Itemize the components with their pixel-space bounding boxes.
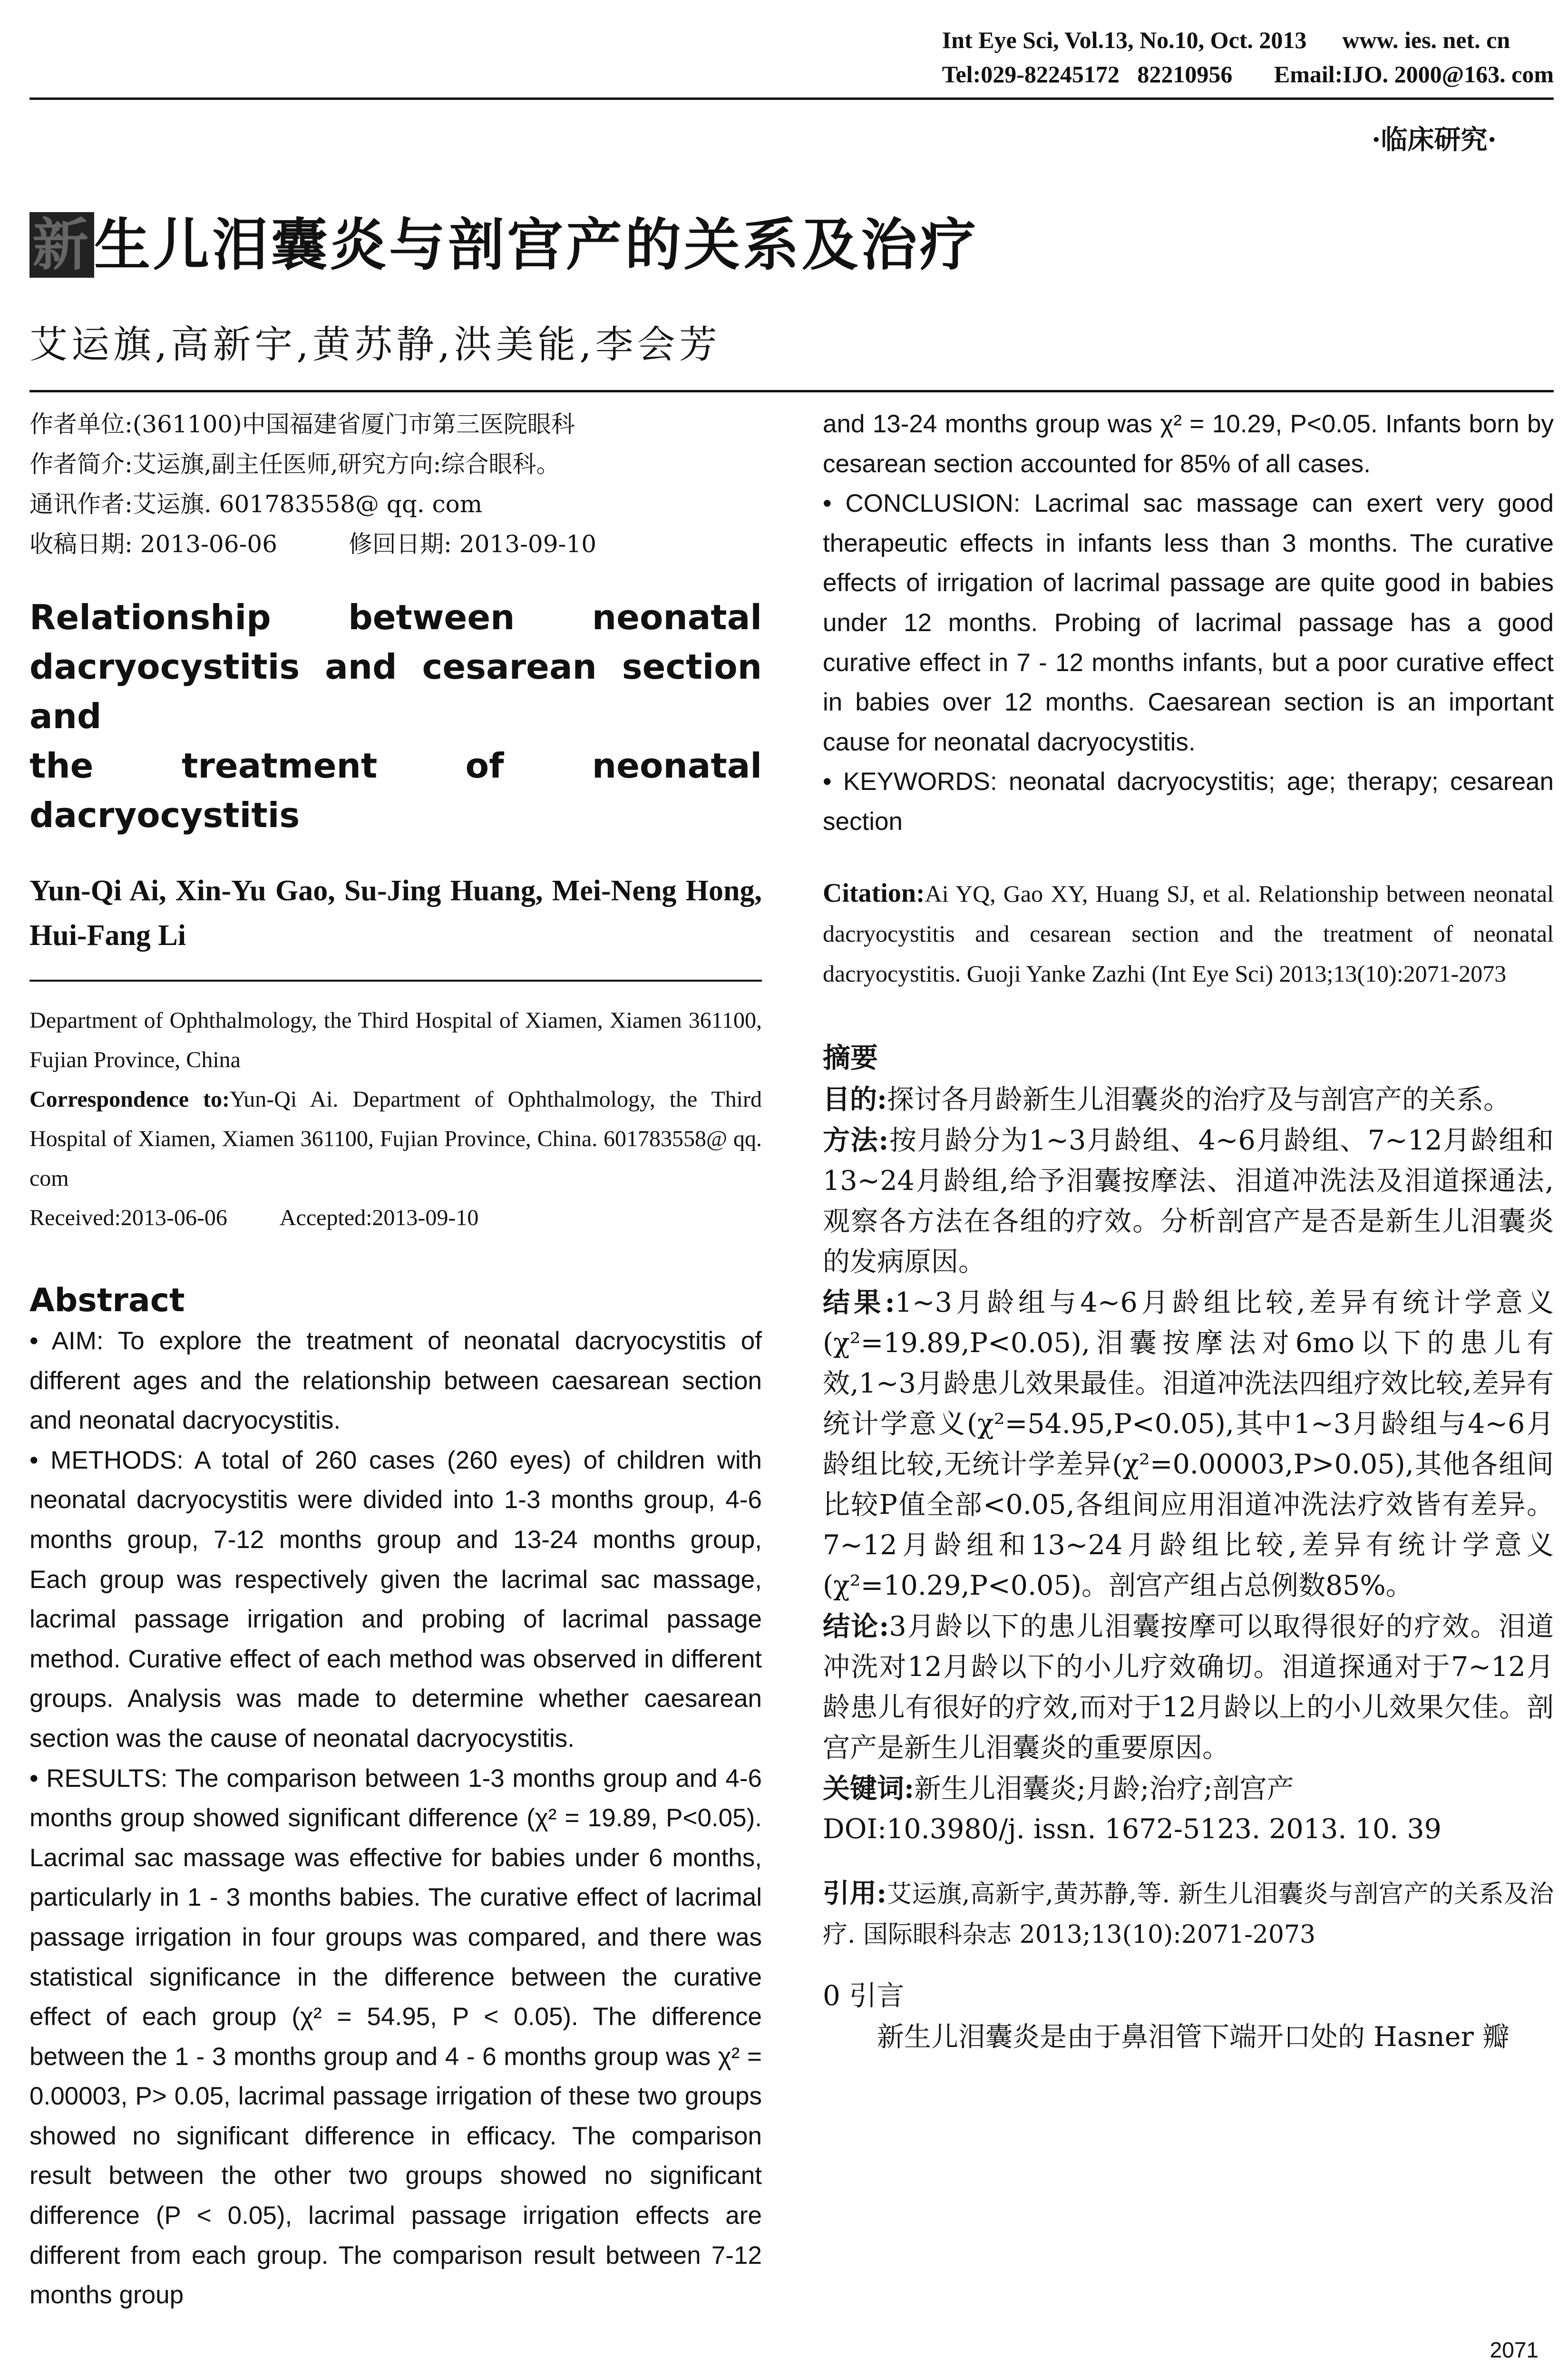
authors-en: Yun-Qi Ai, Xin-Yu Gao, Su-Jing Huang, Mei-Neng Hong, Hui-Fang Li bbox=[29, 875, 762, 952]
corresponding-author: 通讯作者:艾运旗. 601783558@ qq. com bbox=[29, 490, 483, 518]
received-date: Received:2013-06-06 bbox=[29, 1205, 227, 1230]
dates-cn bbox=[29, 524, 762, 564]
revised-date-cn: 修回日期: 2013-09-10 bbox=[349, 530, 597, 558]
meta-cn bbox=[29, 404, 762, 564]
title-rule bbox=[29, 390, 1554, 392]
left-column bbox=[29, 404, 762, 2315]
right-column bbox=[823, 404, 1554, 2057]
abstract-aim: • AIM: To explore the treatment of neonatal dacryocystitis of different ages and the relationship between caesarean section and neonatal dacryocystitis. bbox=[29, 1327, 762, 1435]
citation-text: Ai YQ, Gao XY, Huang SJ, et al. Relationship between neonatal dacryocystitis and cesarean section and the treatment of neonatal dacryocystitis. Guoji Yanke Zazhi (Int Eye Sci) 2013;13(10):2071-2073 bbox=[823, 880, 1554, 987]
abstract-cn-conclusion bbox=[823, 1606, 1554, 1768]
intro-text: 新生儿泪囊炎是由于鼻泪管下端开口处的 Hasner 瓣 bbox=[877, 2021, 1510, 2053]
keywords-cn-label: 关键词: bbox=[823, 1772, 915, 1804]
abstract-results-continued: and 13-24 months group was χ² = 10.29, P<0.05. Infants born by cesarean section accounted for 85% of all cases. bbox=[823, 410, 1554, 478]
department: Department of Ophthalmology, the Third Hospital of Xiamen, Xiamen 361100, Fujian Province, China bbox=[29, 1008, 762, 1072]
methods-cn-text: 按月龄分为1~3月龄组、4~6月龄组、7~12月龄组和13~24月龄组,给予泪囊按摩法、泪道冲洗法及泪道探通法,观察各方法在各组的疗效。分析剖宫产是否是新生儿泪囊炎的发病原因。 bbox=[823, 1124, 1554, 1277]
authors-cn: 艾运旗,高新宇,黄苏静,洪美能,李会芳 bbox=[29, 322, 721, 367]
page-number: 2071 bbox=[1490, 2338, 1539, 2362]
journal-info: Int Eye Sci, Vol.13, No.10, Oct. 2013 www. ies. net. cn bbox=[942, 27, 1510, 53]
citation-en bbox=[823, 873, 1554, 994]
results-cn-text: 1~3月龄组与4~6月龄组比较,差异有统计学意义(χ²=19.89,P<0.05),泪囊按摩法对6mo以下的患儿有效,1~3月龄患儿效果最佳。泪道冲洗法四组疗效比较,差异有统计学意义(χ²=54.95,P<0.05),其中1~3月龄组与4~6月龄组比较,无统计学差异(χ²=0.00003,P>0.05),其他各组间比较P值全部<0.05,各组间应用泪道冲洗法疗效皆有差异。7~12月龄组和13~24月龄组比较,差异有统计学意义(χ²=10.29,P<0.05)。剖宫产组占总例数85%。 bbox=[823, 1286, 1554, 1601]
title-en-last: the treatment of neonatal dacryocystitis bbox=[29, 746, 762, 835]
abstract-results: • RESULTS: The comparison between 1-3 months group and 4-6 months group showed significant difference (χ² = 19.89, P<0.05). Lacrimal sac massage was effective for babies under 6 months, particularly in 1 - 3 months babies. The curative effect of lacrimal passage irrigation in four groups was compared, and there was statistical significance in the difference between the curative effect of each group (χ² = 54.95, P < 0.05). The difference between the 1 - 3 months group and 4 - 6 months group was χ² = 0.00003, P> 0.05, lacrimal passage irrigation of these two groups showed no significant difference in efficacy. The comparison result between the other two groups showed no significant difference (P < 0.05), lacrimal passage irrigation effects are different from each group. The comparison result between 7-12 months group bbox=[29, 1764, 762, 2309]
dates-en bbox=[29, 1198, 762, 1237]
title-first-char: 新 bbox=[29, 212, 94, 278]
abstract-keywords: • KEYWORDS: neonatal dacryocystitis; age; therapy; cesarean section bbox=[823, 768, 1554, 836]
affiliation bbox=[29, 1001, 762, 1237]
abstract-conclusion: • CONCLUSION: Lacrimal sac massage can exert very good therapeutic effects in infants less than 3 months. The curative effects of irrigation of lacrimal passage are quite good in babies under 12 months. Probing of lacrimal passage has a good curative effect in 7 - 12 months infants, but a poor curative effect in babies over 12 months. Caesarean section is an important cause for neonatal dacryocystitis. bbox=[823, 489, 1554, 756]
correspondence-label: Correspondence to: bbox=[29, 1087, 230, 1112]
abstract-heading: Abstract bbox=[29, 1282, 185, 1319]
citation-cn bbox=[823, 1873, 1554, 1955]
correspondence bbox=[29, 1080, 762, 1198]
conclusion-cn-label: 结论: bbox=[823, 1610, 889, 1642]
citation-cn-text: 艾运旗,高新宇,黄苏静,等. 新生儿泪囊炎与剖宫产的关系及治疗. 国际眼科杂志 2013;13(10):2071-2073 bbox=[823, 1880, 1554, 1949]
citation-label: Citation: bbox=[823, 878, 925, 908]
abstract-cn-heading: 摘要 bbox=[823, 1041, 878, 1074]
author-bio: 作者简介:艾运旗,副主任医师,研究方向:综合眼科。 bbox=[29, 450, 560, 478]
article-title-cn bbox=[29, 200, 979, 281]
journal-contact: Tel:029-82245172 82210956 Email:IJO. 2000@163. com bbox=[942, 61, 1554, 88]
author-unit: 作者单位:(361100)中国福建省厦门市第三医院眼科 bbox=[29, 410, 575, 438]
methods-cn-label: 方法: bbox=[823, 1124, 889, 1156]
title-rest: 生儿泪囊炎与剖宫产的关系及治疗 bbox=[94, 212, 979, 278]
aim-cn-text: 探讨各月龄新生儿泪囊炎的治疗及与剖宫产的关系。 bbox=[887, 1083, 1511, 1115]
abstract-cn-keywords bbox=[823, 1768, 1554, 1809]
citation-cn-label: 引用: bbox=[823, 1877, 887, 1909]
abstract-cn-aim bbox=[823, 1079, 1554, 1120]
journal-header bbox=[942, 23, 1554, 91]
doi: DOI:10.3980/j. issn. 1672-5123. 2013. 10. 39 bbox=[823, 1813, 1441, 1845]
section-tag: ·临床研究· bbox=[1372, 124, 1497, 156]
intro-heading: 0 引言 bbox=[823, 1979, 905, 2012]
abstract-cn-results bbox=[823, 1282, 1554, 1606]
abstract-cn-methods bbox=[823, 1120, 1554, 1282]
accepted-date: Accepted:2013-09-10 bbox=[279, 1205, 479, 1230]
title-en-main: Relationship between neonatal dacryocystitis and cesarean section and bbox=[29, 597, 762, 736]
results-cn-label: 结果: bbox=[823, 1286, 895, 1318]
article-title-en bbox=[29, 593, 762, 840]
aim-cn-label: 目的: bbox=[823, 1083, 887, 1115]
correspondence-text: Yun-Qi Ai. Department of Ophthalmology, the Third Hospital of Xiamen, Xiamen 361100, Fujian Province, China. 601783558@ qq. com bbox=[29, 1087, 762, 1191]
authors-rule bbox=[29, 980, 762, 982]
keywords-cn-text: 新生儿泪囊炎;月龄;治疗;剖宫产 bbox=[914, 1773, 1294, 1804]
header-rule bbox=[29, 97, 1554, 100]
abstract-methods: • METHODS: A total of 260 cases (260 eyes) of children with neonatal dacryocystitis were divided into 1-3 months group, 4-6 months group, 7-12 months group and 13-24 months group, Each group was respectively given the lacrimal sac massage, lacrimal passage irrigation and probing of lacrimal passage method. Curative effect of each method was observed in different groups. Analysis was made to determine whether caesarean section was the cause of neonatal dacryocystitis. bbox=[29, 1446, 762, 1753]
conclusion-cn-text: 3月龄以下的患儿泪囊按摩可以取得很好的疗效。泪道冲洗对12月龄以下的小儿疗效确切。泪道探通对于7~12月龄患儿有很好的疗效,而对于12月龄以上的小儿效果欠佳。剖宫产是新生儿泪囊炎的重要原因。 bbox=[823, 1610, 1554, 1763]
received-date-cn: 收稿日期: 2013-06-06 bbox=[29, 530, 278, 558]
